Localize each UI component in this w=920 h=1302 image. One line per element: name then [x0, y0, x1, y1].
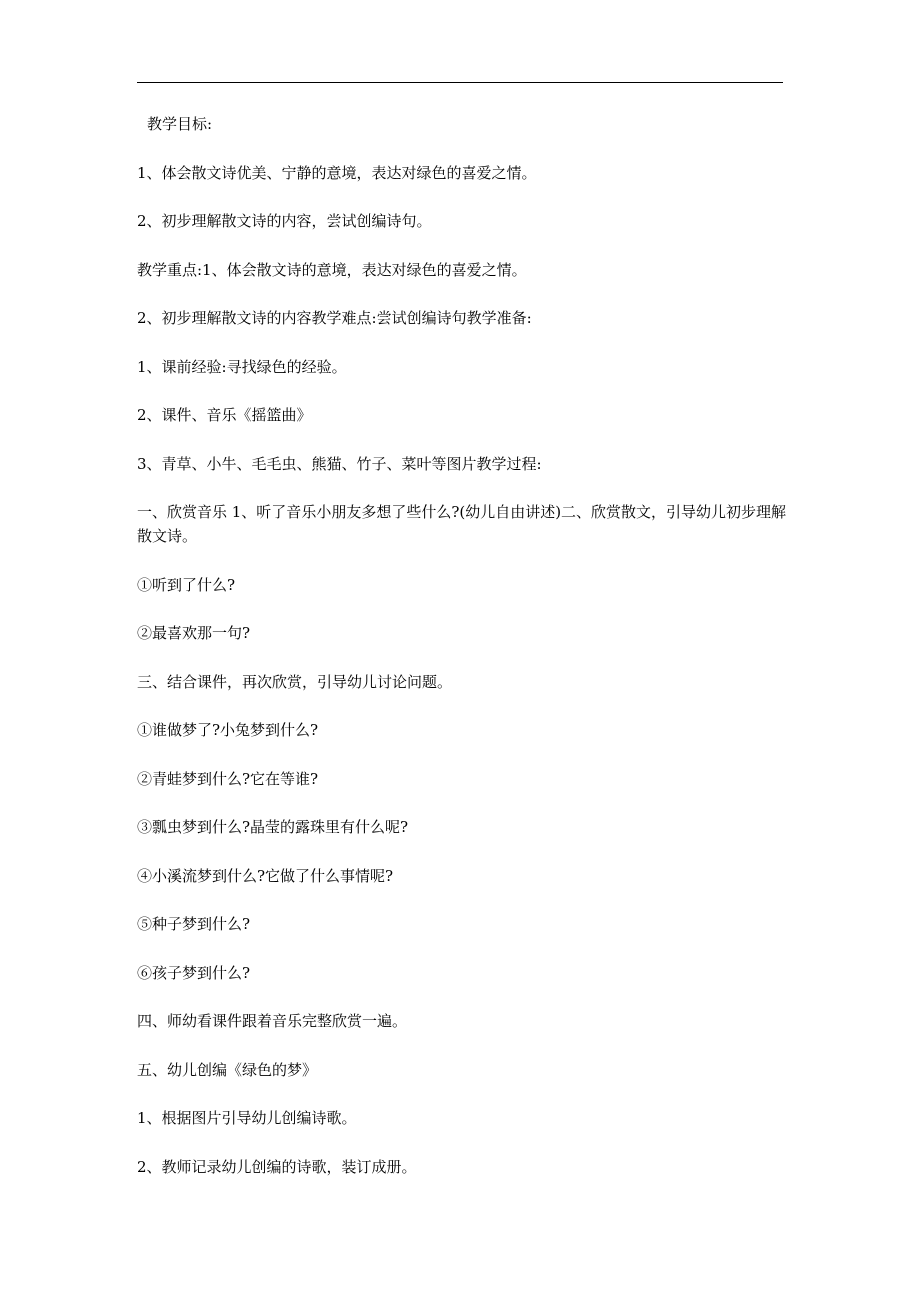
paragraph: ⑤种子梦到什么? — [137, 915, 251, 933]
paragraph: ①谁做梦了?小兔梦到什么? — [137, 721, 319, 739]
paragraph: 2、课件、音乐《摇篮曲》 — [137, 406, 312, 424]
paragraph: 3、青草、小牛、毛毛虫、熊猫、竹子、菜叶等图片教学过程: — [137, 454, 542, 473]
paragraph: 2、教师记录幼儿创编的诗歌，装订成册。 — [137, 1157, 417, 1176]
paragraph: 一、欣赏音乐 1、听了音乐小朋友多想了些什么?(幼儿自由讲述)二、欣赏散文，引导幼儿初步理解散文诗。 — [137, 503, 787, 545]
paragraph: 2、初步理解散文诗的内容教学难点:尝试创编诗句教学准备: — [137, 309, 532, 327]
paragraph: 三、结合课件，再次欣赏，引导幼儿讨论问题。 — [137, 672, 453, 691]
paragraph: ④小溪流梦到什么?它做了什么事情呢? — [137, 866, 394, 885]
paragraph: 1、根据图片引导幼儿创编诗歌。 — [137, 1109, 357, 1127]
paragraph: 1、体会散文诗优美、宁静的意境，表达对绿色的喜爱之情。 — [137, 163, 537, 182]
paragraph: ⑥孩子梦到什么? — [137, 963, 251, 982]
paragraph: 四、师幼看课件跟着音乐完整欣赏一遍。 — [137, 1012, 408, 1030]
paragraph: 2、初步理解散文诗的内容，尝试创编诗句。 — [137, 212, 432, 230]
paragraph: ②青蛙梦到什么?它在等谁? — [137, 769, 319, 788]
paragraph: 五、幼儿创编《绿色的梦》 — [137, 1060, 318, 1079]
paragraph: 1、课前经验:寻找绿色的经验。 — [137, 357, 347, 376]
paragraph: ①听到了什么? — [137, 575, 236, 594]
document-body — [137, 112, 787, 1203]
header-rule — [137, 82, 783, 83]
paragraph: ②最喜欢那一句? — [137, 624, 251, 642]
paragraph: 教学重点:1、体会散文诗的意境，表达对绿色的喜爱之情。 — [137, 260, 527, 279]
paragraph: ③瓢虫梦到什么?晶莹的露珠里有什么呢? — [137, 818, 409, 836]
section-heading-teaching-goals: 教学目标: — [147, 115, 213, 133]
